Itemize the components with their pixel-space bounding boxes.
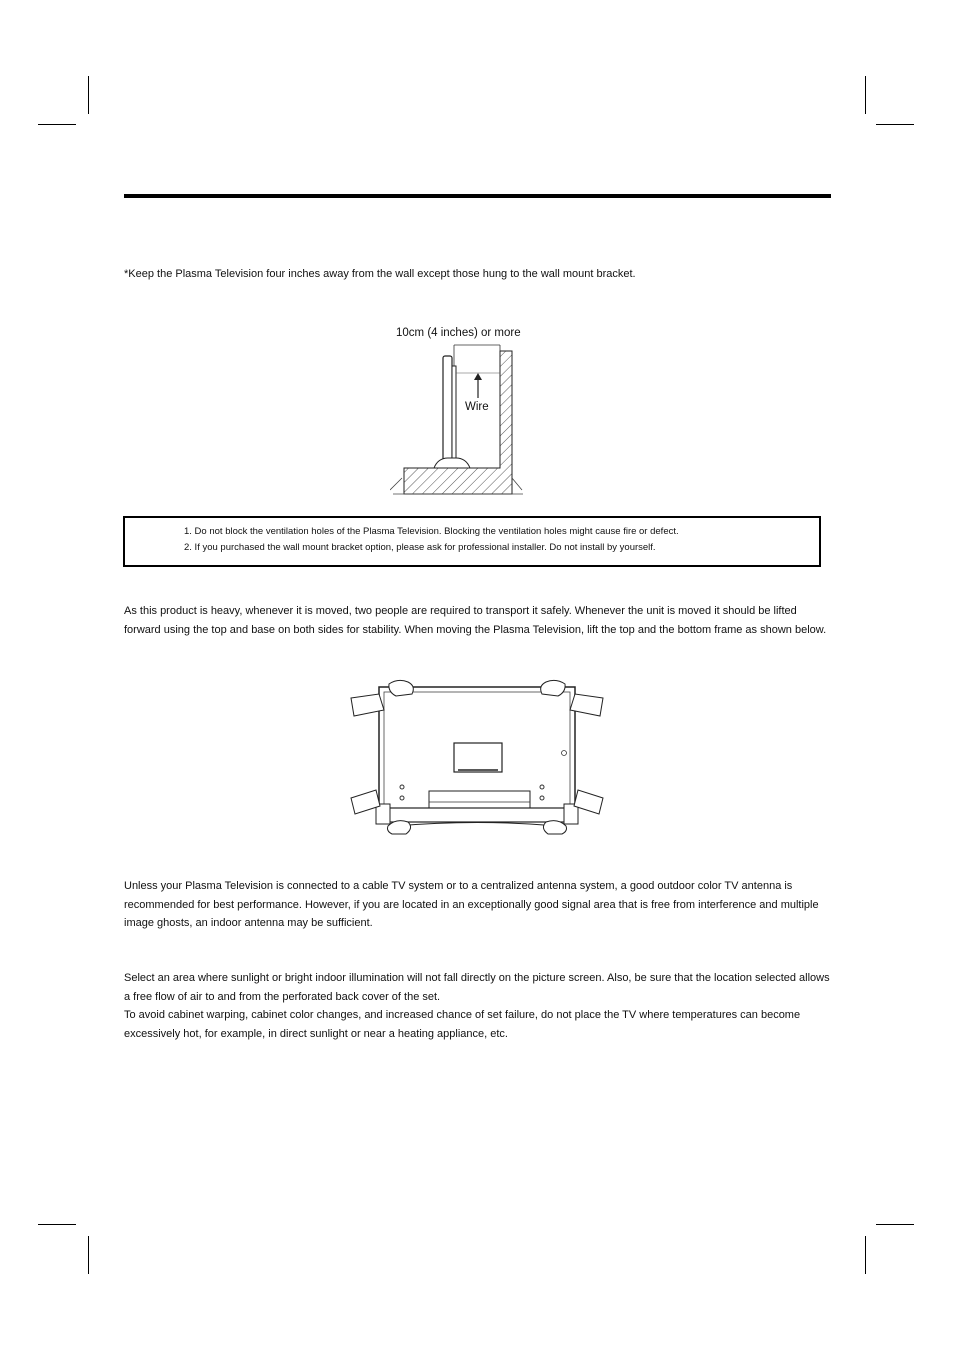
- crop-mark: [865, 76, 866, 114]
- crop-mark: [876, 1224, 914, 1225]
- crop-mark: [88, 76, 89, 114]
- wall-clearance-figure: [390, 318, 570, 508]
- crop-mark: [38, 124, 76, 125]
- crop-mark: [38, 1224, 76, 1225]
- header-rule: [124, 194, 831, 198]
- antenna-paragraph: Unless your Plasma Television is connected to a cable TV system or to a centralized antenna system, a good outdoor color TV antenna is recommended for best performance. However, if you are located in an exceptionally good signal area that is free from interference and multiple image ghosts, an indoor antenna may be sufficient.: [124, 880, 819, 929]
- wire-label: Wire: [465, 401, 489, 413]
- crop-mark: [865, 1236, 866, 1274]
- location-paragraph-1: Select an area where sunlight or bright indoor illumination will not fall directly on the picture screen. Also, be sure that the location selected allows a free flow of air to and from the perforated back cover of the set.: [124, 972, 830, 1003]
- lifting-figure: [346, 676, 608, 836]
- distance-label: 10cm (4 inches) or more: [396, 327, 521, 339]
- moving-instructions: As this product is heavy, whenever it is moved, two people are required to transport it safely. Whenever the unit is moved it should be lifted forward using the top and base on both sides for stability. When moving the Plasma Television, lift the top and the bottom frame as shown below.: [124, 605, 827, 636]
- crop-mark: [876, 124, 914, 125]
- crop-mark: [88, 1236, 89, 1274]
- caution-item: 1. Do not block the ventilation holes of the Plasma Television. Blocking the ventilation holes might cause fire or defect.: [184, 526, 679, 537]
- caution-item: 2. If you purchased the wall mount bracket option, please ask for professional installer. Do not install by yourself.: [184, 542, 656, 553]
- caution-box: [123, 516, 821, 567]
- intro-note: *Keep the Plasma Television four inches away from the wall except those hung to the wall mount bracket.: [124, 268, 636, 280]
- location-paragraph-2: To avoid cabinet warping, cabinet color changes, and increased chance of set failure, do not place the TV where temperatures can become excessively hot, for example, in direct sunlight or near a heating appliance, etc.: [124, 1009, 801, 1040]
